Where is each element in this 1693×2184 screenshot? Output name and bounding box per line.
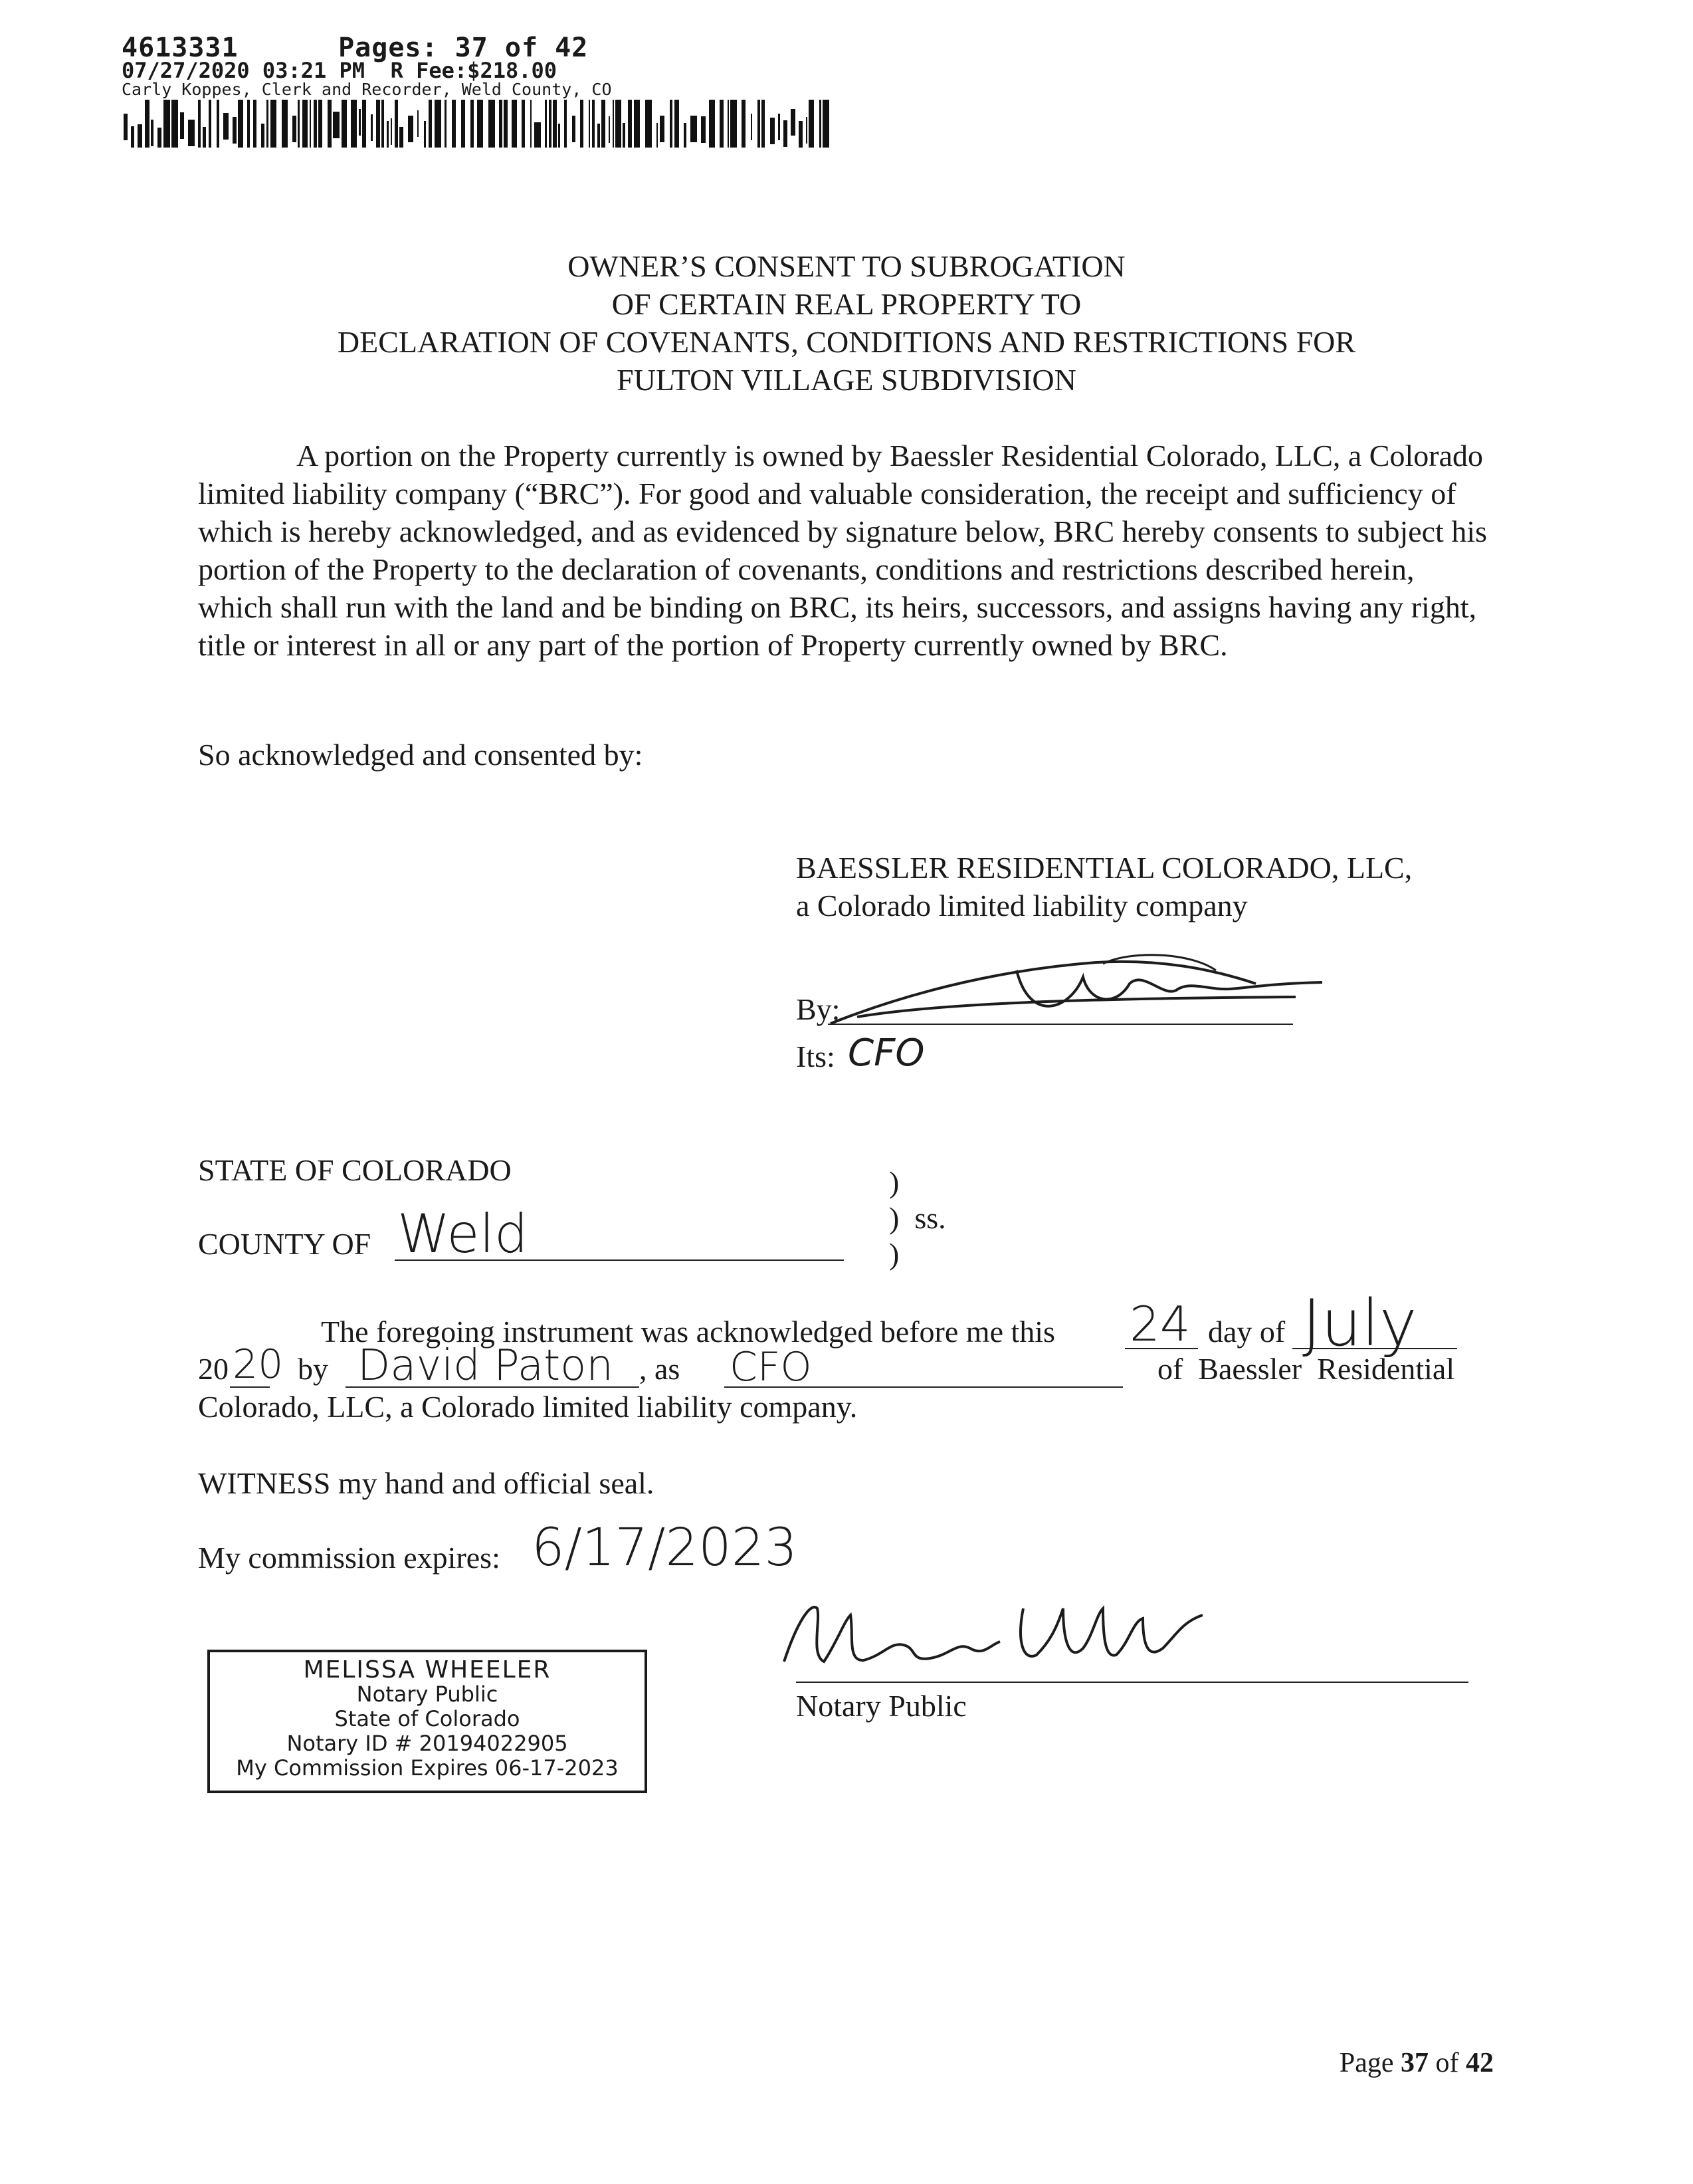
page-current: 37 [1401,2048,1429,2078]
of-company-text: of Baessler Residential [1157,1352,1455,1386]
paren-3: ) [889,1237,900,1271]
state-label: STATE OF COLORADO [198,1153,512,1187]
recording-datetime: 07/27/2020 03:21 PM [122,58,365,83]
ack-text: The foregoing instrument was acknowledged before me this [321,1315,1055,1349]
day-value: 24 [1130,1296,1191,1352]
title-line-3: DECLARATION OF COVENANTS, CONDITIONS AND RESTRICTIONS FOR [337,325,1356,359]
commission-label: My commission expires: [198,1541,500,1575]
ack-end: Colorado, LLC, a Colorado limited liability company. [198,1390,858,1424]
notary-signature-line [796,1682,1468,1683]
by-label: By: [796,992,841,1026]
stamp-name: MELISSA WHEELER [303,1656,551,1684]
paren-ss: ) ss. [889,1201,946,1235]
its-value: CFO [848,1032,925,1075]
stamp-state: State of Colorado [334,1706,520,1731]
county-label: COUNTY OF [198,1227,371,1261]
its-label: Its: [796,1039,835,1073]
company-signature [817,944,1349,1043]
notary-stamp [207,1650,647,1793]
month-value: July [1302,1286,1417,1361]
page-number [1340,2047,1494,2079]
company-block [796,849,1412,925]
year-value: 20 [233,1341,284,1388]
company-name: BAESSLER RESIDENTIAL COLORADO, LLC, [796,851,1413,885]
page-total: 42 [1466,2048,1494,2078]
title-line-1: OWNER’S CONSENT TO SUBROGATION [567,249,1126,283]
recording-clerk: Carly Koppes, Clerk and Recorder, Weld County, CO [122,80,612,99]
recording-doc-number: 4613331 [122,33,239,63]
stamp-expires: My Commission Expires 06-17-2023 [236,1755,619,1781]
witness-line: WITNESS my hand and official seal. [198,1466,654,1500]
year-prefix: 20 [198,1352,229,1386]
by-name-value: David Paton [357,1341,613,1390]
document-title [199,247,1494,399]
notary-signature [771,1582,1249,1688]
title-line-2: OF CERTAIN REAL PROPERTY TO [611,287,1082,321]
paren-1: ) [889,1165,900,1199]
stamp-id: Notary ID # 20194022905 [286,1731,568,1756]
recording-pages: Pages: 37 of 42 [338,33,589,63]
page-of: of [1435,2048,1459,2078]
company-description: a Colorado limited liability company [796,889,1248,923]
acknowledged-line: So acknowledged and consented by: [198,738,643,772]
stamp-title: Notary Public [356,1682,498,1707]
by-text: by [298,1352,328,1386]
consent-paragraph: A portion on the Property currently is owned by Baessler Residential Colorado, LLC, a Colorado limited liability company (“BRC”). For good and valuable consideration, the receipt and sufficiency of which is hereby acknowledged, and as evidenced by signature below, BRC hereby consents to subject his portion of the Property to the declaration of covenants, conditions and restrictions described herein, which shall run with the land and be binding on BRC, its heirs, successors, and assigns having any right, title or interest in all or any part of the portion of Property currently owned by BRC. [198,439,1488,662]
notary-public-label: Notary Public [796,1689,967,1723]
as-text: , as [639,1352,680,1386]
day-of-label: day of [1208,1315,1286,1349]
county-value: Weld [397,1203,528,1265]
recording-fee: R Fee:$218.00 [390,58,557,83]
recording-header [122,35,612,98]
commission-value: 6/17/2023 [532,1518,797,1578]
as-value: CFO [730,1344,812,1390]
page-prefix: Page [1339,2048,1394,2078]
title-line-4: FULTON VILLAGE SUBDIVISION [617,363,1076,397]
recording-barcode [124,100,835,148]
